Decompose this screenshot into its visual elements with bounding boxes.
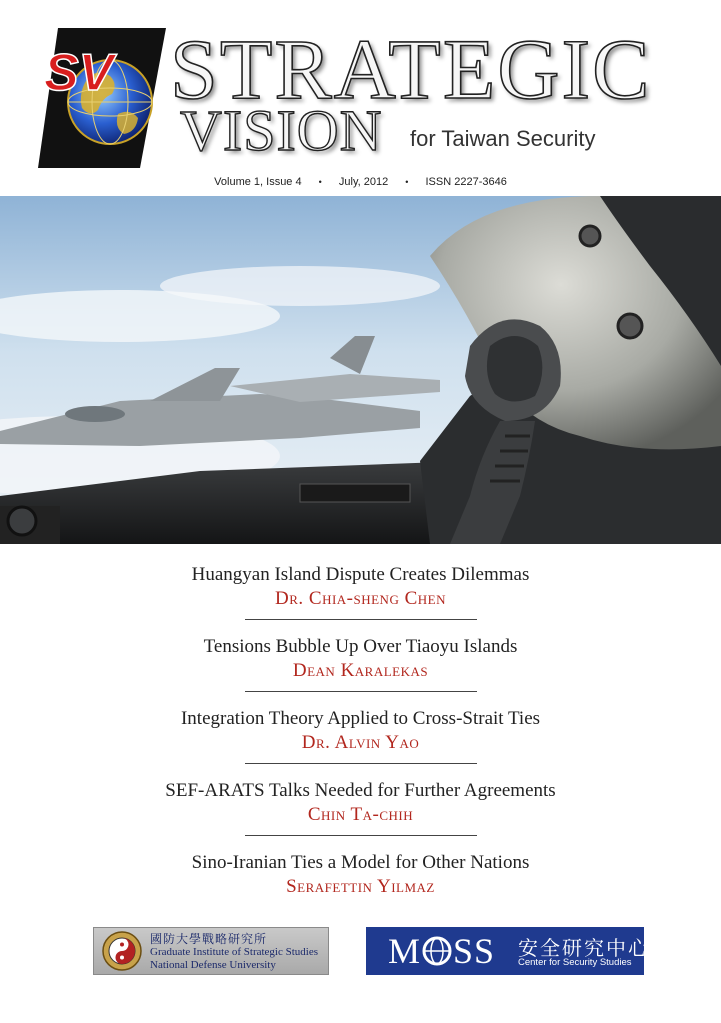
bullet-separator: • xyxy=(318,177,322,187)
moss-letters-ss: SS xyxy=(453,931,496,971)
moss-english-name: Center for Security Studies xyxy=(518,957,632,968)
strategic-vision-logo xyxy=(38,28,166,168)
divider xyxy=(245,763,477,764)
moss-logo xyxy=(366,927,650,975)
title-vision: VISION xyxy=(180,98,383,163)
issue-date: July, 2012 xyxy=(338,176,389,188)
gis-english-name: Graduate Institute of Strategic Studies xyxy=(150,946,319,958)
issue-line xyxy=(0,176,721,188)
article-author: Serafettin Yilmaz xyxy=(286,876,435,897)
issn: ISSN 2227-3646 xyxy=(425,176,507,188)
tagline: for Taiwan Security xyxy=(410,126,596,151)
globe-o-icon xyxy=(422,936,452,966)
moss-letter-m: M xyxy=(388,931,422,971)
article-author: Dr. Alvin Yao xyxy=(301,732,420,753)
article-title: Integration Theory Applied to Cross-Strait Ties xyxy=(180,708,541,729)
title-strategic: STRATEGIC xyxy=(170,21,652,117)
volume-issue: Volume 1, Issue 4 xyxy=(214,176,302,188)
yin-yang-seal-icon xyxy=(102,931,142,971)
moss-wordmark xyxy=(388,932,495,970)
article-title: Tensions Bubble Up Over Tiaoyu Islands xyxy=(203,636,518,657)
article-title: SEF-ARATS Talks Needed for Further Agreements xyxy=(165,780,556,801)
gis-ndu-logo xyxy=(93,927,329,975)
masthead xyxy=(0,0,721,200)
moss-chinese-name: 安全研究中心 xyxy=(518,936,650,960)
article-entry xyxy=(0,563,721,611)
article-title: Huangyan Island Dispute Creates Dilemmas xyxy=(191,564,530,585)
article-entry xyxy=(0,635,721,683)
divider xyxy=(245,619,477,620)
article-title: Sino-Iranian Ties a Model for Other Nations xyxy=(191,852,530,873)
gis-university-name: National Defense University xyxy=(150,959,276,971)
gis-chinese-name: 國防大學戰略研究所 xyxy=(150,932,268,946)
bullet-separator: • xyxy=(405,177,409,187)
table-of-contents xyxy=(0,563,721,899)
article-entry xyxy=(0,851,721,899)
article-author: Dean Karalekas xyxy=(292,660,429,681)
article-entry xyxy=(0,779,721,827)
logo-letters: SV xyxy=(44,44,114,102)
gis-text-block xyxy=(150,932,318,972)
article-author: Chin Ta-chih xyxy=(307,804,414,825)
article-entry xyxy=(0,707,721,755)
divider xyxy=(245,835,477,836)
cover-photo-pilot-and-jet xyxy=(0,196,721,544)
divider xyxy=(245,691,477,692)
article-author: Dr. Chia-sheng Chen xyxy=(275,588,446,609)
